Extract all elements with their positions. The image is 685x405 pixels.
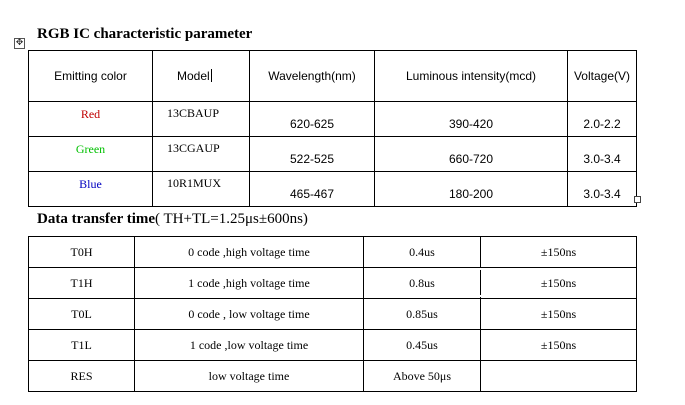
table-row xyxy=(29,237,637,268)
emitting-color-blue: Blue xyxy=(29,172,153,207)
model-cell: 10R1MUX xyxy=(153,172,250,207)
scan-artifact-line xyxy=(105,295,635,299)
data-transfer-title-main: Data transfer time xyxy=(37,211,156,227)
timing-name: RES xyxy=(29,361,135,392)
timing-description: 0 code , low voltage time xyxy=(135,299,364,330)
emitting-color-red: Red xyxy=(29,102,153,137)
timing-name: T0H xyxy=(29,237,135,268)
timing-name: T1H xyxy=(29,268,135,299)
header-voltage: Voltage(V) xyxy=(568,51,637,102)
data-transfer-title-suffix: ( TH+TL=1.25μs±600ns) xyxy=(155,211,308,227)
rgb-parameter-table xyxy=(28,50,637,207)
table-row xyxy=(29,172,637,207)
timing-description: 1 code ,high voltage time xyxy=(135,268,364,299)
model-cell: 13CBAUP xyxy=(153,102,250,137)
header-luminous-intensity: Luminous intensity(mcd) xyxy=(375,51,568,102)
timing-name: T0L xyxy=(29,299,135,330)
timing-description: low voltage time xyxy=(135,361,364,392)
data-transfer-title xyxy=(37,211,308,228)
header-model[interactable] xyxy=(153,51,250,102)
timing-tolerance: ±150ns xyxy=(481,330,637,361)
header-model-label: Model xyxy=(177,69,210,83)
header-emitting-color: Emitting color xyxy=(29,51,153,102)
intensity-cell: 390-420 xyxy=(375,102,568,137)
wavelength-cell: 465-467 xyxy=(250,172,375,207)
emitting-color-green: Green xyxy=(29,137,153,172)
timing-description: 0 code ,high voltage time xyxy=(135,237,364,268)
timing-tolerance: ±150ns xyxy=(481,299,637,330)
text-cursor xyxy=(211,69,212,82)
intensity-cell: 660-720 xyxy=(375,137,568,172)
model-cell: 13CGAUP xyxy=(153,137,250,172)
wavelength-cell: 620-625 xyxy=(250,102,375,137)
table-row xyxy=(29,299,637,330)
timing-value: 0.8us xyxy=(364,268,481,299)
table-resize-handle[interactable] xyxy=(634,196,641,203)
table-header-row xyxy=(29,51,637,102)
timing-value: 0.85us xyxy=(364,299,481,330)
timing-value: Above 50μs xyxy=(364,361,481,392)
header-wavelength: Wavelength(nm) xyxy=(250,51,375,102)
data-transfer-table xyxy=(28,236,637,392)
wavelength-cell: 522-525 xyxy=(250,137,375,172)
timing-tolerance xyxy=(481,361,637,392)
voltage-cell: 2.0-2.2 xyxy=(568,102,637,137)
timing-tolerance: ±150ns xyxy=(481,237,637,268)
intensity-cell: 180-200 xyxy=(375,172,568,207)
timing-description: 1 code ,low voltage time xyxy=(135,330,364,361)
timing-value: 0.4us xyxy=(364,237,481,268)
timing-value: 0.45us xyxy=(364,330,481,361)
table-row xyxy=(29,102,637,137)
table-row xyxy=(29,137,637,172)
table-row xyxy=(29,361,637,392)
rgb-section-title: RGB IC characteristic parameter xyxy=(37,26,253,42)
table-row xyxy=(29,330,637,361)
timing-tolerance: ±150ns xyxy=(481,268,637,299)
voltage-cell: 3.0-3.4 xyxy=(568,172,637,207)
scan-artifact-line xyxy=(105,268,635,272)
voltage-cell: 3.0-3.4 xyxy=(568,137,637,172)
timing-name: T1L xyxy=(29,330,135,361)
table-move-icon[interactable]: ✥ xyxy=(15,38,24,48)
table-row xyxy=(29,268,637,299)
